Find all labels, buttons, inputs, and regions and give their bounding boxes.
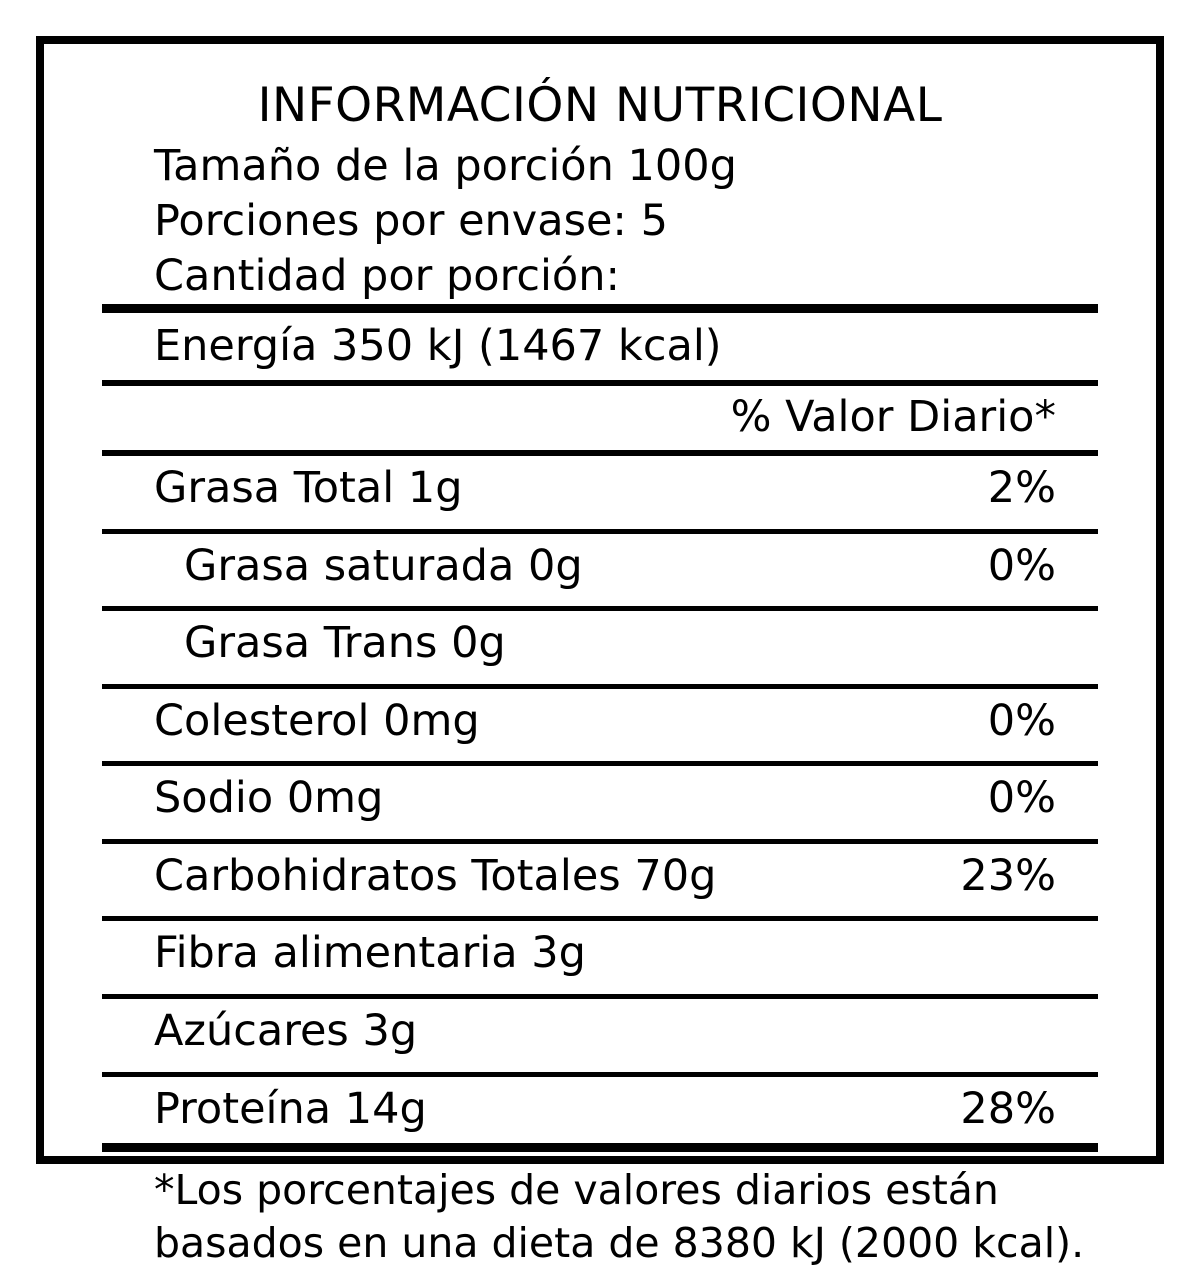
- nutrient-percent: 23%: [960, 850, 1056, 901]
- table-row: [102, 611, 1098, 678]
- nutrient-name: Fibra alimentaria 3g: [154, 928, 586, 979]
- nutrient-name: Sodio 0mg: [154, 773, 384, 824]
- energy-row: Energía 350 kJ (1467 kcal): [154, 320, 722, 371]
- table-row: [102, 689, 1098, 756]
- nutrient-percent: 2%: [987, 462, 1056, 513]
- table-row: [102, 844, 1098, 911]
- page-title: INFORMACIÓN NUTRICIONAL: [257, 78, 943, 133]
- servings-per-container-text: Porciones por envase: 5: [154, 195, 668, 246]
- table-row: [102, 456, 1098, 523]
- table-row: [102, 921, 1098, 988]
- table-row: [102, 766, 1098, 833]
- nutrient-name: Azúcares 3g: [154, 1006, 418, 1057]
- nutrient-name: Colesterol 0mg: [154, 695, 480, 746]
- divider-above-footnote: [102, 1143, 1098, 1152]
- nutrient-name: Grasa saturada 0g: [184, 540, 583, 591]
- nutrient-name: Grasa Total 1g: [154, 462, 463, 513]
- nutrient-percent: 0%: [987, 540, 1056, 591]
- table-row: [102, 999, 1098, 1066]
- divider-above-energy: [102, 304, 1098, 313]
- serving-size-text: Tamaño de la porción 100g: [154, 140, 737, 191]
- nutrient-percent: 0%: [987, 695, 1056, 746]
- amount-per-serving-text: Cantidad por porción:: [154, 250, 620, 301]
- nutrition-facts-panel: [36, 36, 1164, 1267]
- nutrient-name: Proteína 14g: [154, 1083, 427, 1134]
- serving-information: [102, 139, 1098, 304]
- nutrient-percent: 0%: [987, 773, 1056, 824]
- daily-value-header: % Valor Diario*: [730, 392, 1056, 443]
- nutrient-percent: 28%: [960, 1083, 1056, 1134]
- footnote-text: *Los porcentajes de valores diarios están basados en una dieta de 8380 kJ (2000 kcal).: [154, 1166, 1085, 1267]
- table-row: [102, 1077, 1098, 1144]
- table-row: [102, 534, 1098, 601]
- nutrient-name: Grasa Trans 0g: [184, 618, 506, 669]
- nutrient-name: Carbohidratos Totales 70g: [154, 850, 717, 901]
